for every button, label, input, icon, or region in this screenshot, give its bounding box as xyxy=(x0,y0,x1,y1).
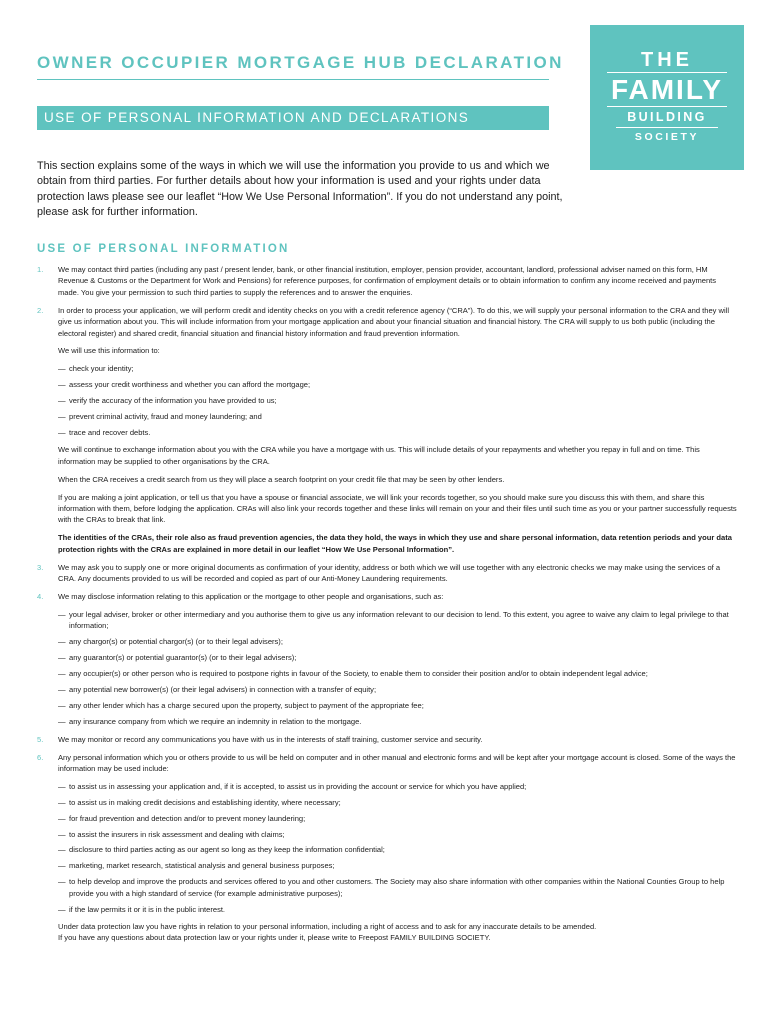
clause-text: We may disclose information relating to this application or the mortgage to other people and organisations, such as: xyxy=(58,591,444,601)
page-title: OWNER OCCUPIER MORTGAGE HUB DECLARATION xyxy=(37,53,549,80)
clause-1 xyxy=(37,264,737,298)
list-item: — any insurance company from which we require an indemnity in relation to the mortgage. xyxy=(58,716,737,727)
declaration-body xyxy=(37,264,737,950)
clause-text: Any personal information which you or others provide to us will be held on computer and in other manual and electronic forms and will be kept after your mortgage account is closed. Some of the ways the information may be used include: xyxy=(58,752,736,773)
logo-word-family: FAMILY xyxy=(610,74,724,105)
clause-text: We may contact third parties (including any past / present lender, bank, or other financial institution, employer, pension provider, accountant, landlord, professional adviser named on this form, HM Revenue & Customs or the Department for Work and Pensions) for reference purposes, for confirmation of employment details or to obtain information to confirm any income received and payments made. You give your permission to such third parties to supply the references and to answer the enquiries. xyxy=(58,265,717,297)
clause-number: 4. xyxy=(37,591,44,601)
clause-number: 3. xyxy=(37,562,44,572)
clause-paragraph: When the CRA receives a credit search from us they will place a search footprint on your credit file that may be seen by other lenders. xyxy=(58,474,505,484)
clause-number: 1. xyxy=(37,265,44,274)
list-item: — any occupier(s) or other person who is required to postpone rights in favour of the Society, to enable them to consider their position and/or to obtain independent legal advice; xyxy=(58,668,737,679)
logo-word-society: SOCIETY xyxy=(634,131,700,143)
list-item: — for fraud prevention and detection and/or to prevent money laundering; xyxy=(58,813,737,824)
logo-word-the: THE xyxy=(641,49,693,71)
bullet-list xyxy=(58,363,737,438)
list-item: — to assist the insurers in risk assessment and dealing with claims; xyxy=(58,829,737,840)
list-item: — any chargor(s) or potential chargor(s) (or to their legal advisers); xyxy=(58,636,737,647)
list-item: — to assist us in assessing your application and, if it is accepted, to assist us in providing the account or service for which you have applied; xyxy=(58,781,737,792)
logo-divider xyxy=(616,127,718,128)
clause-2 xyxy=(37,305,737,555)
logo-word-building: BUILDING xyxy=(627,110,707,124)
clause-paragraph: In order to process your application, we will perform credit and identity checks on you with a credit reference agency (“CRA”). To do this, we will supply your personal information to the CRA and they will give us information about you. This will include information from your mortgage application and about your financial situation and financial history. The CRA will supply to us both public (including the electoral register) and shared credit, financial situation and financial history information and fraud prevention information. xyxy=(58,305,730,338)
clause-number: 5. xyxy=(37,734,44,744)
clause-paragraph: We will use this information to: xyxy=(58,346,160,356)
section-heading: USE OF PERSONAL INFORMATION xyxy=(37,243,290,255)
clause-number: 6. xyxy=(37,752,44,762)
section-banner: USE OF PERSONAL INFORMATION AND DECLARATIONS xyxy=(37,106,549,130)
list-item: — any other lender which has a charge secured upon the property, subject to payment of the appropriate fee; xyxy=(58,700,737,711)
list-item: — disclosure to third parties acting as our agent so long as they keep the information confidential; xyxy=(58,844,737,855)
logo-divider xyxy=(607,106,727,107)
list-item: — your legal adviser, broker or other intermediary and you authorise them to give us any information relevant to our decision to lend. To this extent, you agree to waive any claim to legal privilege to that information; xyxy=(58,609,737,632)
bullet-list xyxy=(58,609,737,727)
clause-6 xyxy=(37,752,737,944)
closing-line: If you have any questions about data protection law or your rights under it, please write to Freepost FAMILY BUILDING SOCIETY. xyxy=(58,933,491,943)
list-item: — prevent criminal activity, fraud and money laundering; and xyxy=(58,411,737,422)
intro-paragraph: This section explains some of the ways in which we will use the information you provide to us and which we obtain from third parties. For further details about how your information is used and your rights under data protection laws please see our leaflet “How We Use Personal Information”. If you do not understand any point, please ask for further information. xyxy=(37,160,563,219)
clause-paragraph-bold: The identities of the CRAs, their role also as fraud prevention agencies, the data they hold, the ways in which they use and share personal information, data retention periods and your data protection rights with the CRAs are explained in more detail in our leaflet “How We Use Personal Information”. xyxy=(58,533,732,554)
list-item: — if the law permits it or it is in the public interest. xyxy=(58,904,737,915)
family-building-society-logo xyxy=(590,25,744,170)
list-item: — any potential new borrower(s) (or their legal advisers) in connection with a transfer of equity; xyxy=(58,684,737,695)
clause-text: We may monitor or record any communications you have with us in the interests of staff training, customer service and security. xyxy=(58,734,483,744)
list-item: — marketing, market research, statistical analysis and general business purposes; xyxy=(58,860,737,871)
clause-number: 2. xyxy=(37,305,44,315)
clause-text: We may ask you to supply one or more original documents as confirmation of your identity, address or both which we will use together with any electronic checks we may make using the services of a CRA. Any documents provided to us will be recorded and copied as part of our Anti-Money Laundering requirements. xyxy=(58,562,721,584)
list-item: — check your identity; xyxy=(58,363,737,374)
logo-divider xyxy=(607,72,727,73)
clause-4 xyxy=(37,591,737,727)
list-item: — verify the accuracy of the information you have provided to us; xyxy=(58,395,737,406)
clause-3 xyxy=(37,562,737,585)
closing-line: Under data protection law you have rights in relation to your personal information, including a right of access and to ask for any inaccurate details to be amended. xyxy=(58,921,597,931)
clause-paragraph: We will continue to exchange information about you with the CRA while you have a mortgage with us. This will include details of your repayments and whether you repay in full and on time. This information may be supplied to other organisations by the CRA. xyxy=(58,445,700,466)
list-item: — to assist us in making credit decisions and establishing identity, where necessary; xyxy=(58,797,737,808)
list-item: — assess your credit worthiness and whether you can afford the mortgage; xyxy=(58,379,737,390)
clause-5 xyxy=(37,734,737,745)
clause-paragraph: If you are making a joint application, or tell us that you have a spouse or financial associate, we will link your records together, so you should make sure you discuss this with them, and share this information with them, before lodging the application. CRAs will also link your records together and these links will remain on your and their files until such time as you or your partner successfully requests with the CRAs to break that link. xyxy=(58,492,737,525)
list-item: — any guarantor(s) or potential guarantor(s) (or to their legal advisers); xyxy=(58,652,737,663)
list-item: — to help develop and improve the products and services offered to you and other customers. The Society may also share information with other companies within the National Counties Group to help provide you with a high standard of service (for example administrative purposes); xyxy=(58,876,737,899)
list-item: — trace and recover debts. xyxy=(58,427,737,438)
bullet-list xyxy=(58,781,737,915)
